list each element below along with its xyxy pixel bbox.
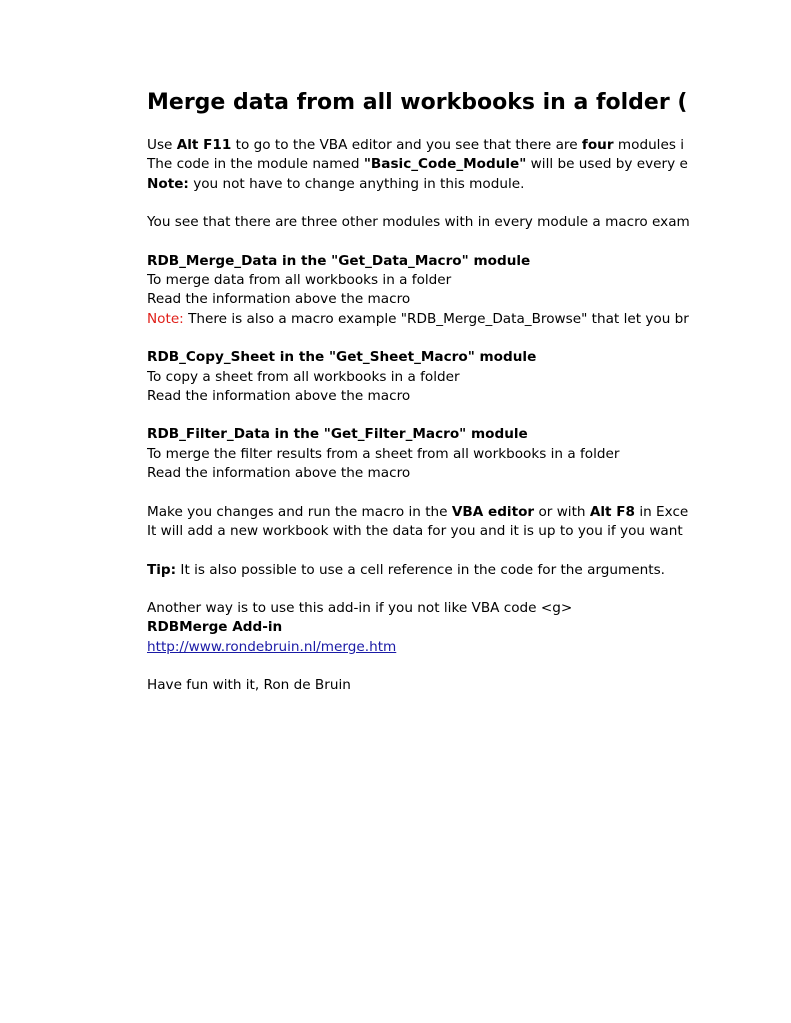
module-name-text: "Basic_Code_Module" bbox=[363, 156, 527, 173]
blank-row bbox=[147, 329, 712, 348]
text: in Exce bbox=[635, 503, 689, 520]
addin-line: Another way is to use this add-in if you not like VBA code <g> bbox=[147, 600, 573, 617]
emphasis-text: four bbox=[581, 137, 614, 153]
text: modules i bbox=[613, 137, 685, 153]
blank-row bbox=[147, 232, 712, 251]
section1-note bbox=[147, 310, 712, 329]
blank-row bbox=[147, 483, 712, 502]
blank-row bbox=[147, 657, 712, 676]
text: you not have to change anything in this module. bbox=[188, 175, 525, 192]
section3-heading: RDB_Filter_Data in the "Get_Filter_Macro" module bbox=[147, 426, 528, 443]
section2-line-2: Read the information above the macro bbox=[147, 387, 411, 404]
text: There is also a macro example "RDB_Merge_Data_Browse" that let you br bbox=[183, 310, 689, 327]
text: Make you changes and run the macro in the bbox=[147, 503, 452, 520]
run-line-1 bbox=[147, 503, 712, 522]
section2-line-1: To copy a sheet from all workbooks in a folder bbox=[147, 368, 460, 385]
text: will be used by every e bbox=[526, 156, 688, 173]
intro-line-3 bbox=[147, 175, 712, 194]
note-label: Note: bbox=[147, 175, 189, 192]
note-label: Note: bbox=[147, 310, 184, 327]
intro-line-1 bbox=[147, 136, 712, 155]
section1-line-2: Read the information above the macro bbox=[147, 291, 411, 308]
emphasis-text: VBA editor bbox=[451, 503, 535, 520]
section1-heading: RDB_Merge_Data in the "Get_Data_Macro" module bbox=[147, 252, 531, 269]
blank-row bbox=[147, 194, 712, 213]
other-modules-line: You see that there are three other modules with in every module a macro exam bbox=[147, 214, 690, 231]
addin-name: RDBMerge Add-in bbox=[147, 619, 283, 636]
shortcut-text: Alt F8 bbox=[589, 503, 636, 520]
spacer bbox=[147, 124, 712, 136]
intro-line-2 bbox=[147, 155, 712, 174]
section1-line-1: To merge data from all workbooks in a folder bbox=[147, 272, 452, 289]
blank-row bbox=[147, 580, 712, 599]
addin-link-row bbox=[147, 638, 712, 657]
tip-line bbox=[147, 561, 712, 580]
page-title: Merge data from all workbooks in a folder ( bbox=[147, 90, 688, 115]
shortcut-text: Alt F11 bbox=[176, 137, 232, 153]
text: It is also possible to use a cell reference in the code for the arguments. bbox=[176, 561, 665, 578]
blank-row bbox=[147, 541, 712, 560]
text: Use bbox=[147, 137, 177, 153]
text: or with bbox=[534, 503, 590, 520]
text: The code in the module named bbox=[147, 156, 364, 173]
section2-heading: RDB_Copy_Sheet in the "Get_Sheet_Macro" module bbox=[147, 349, 537, 366]
tip-label: Tip: bbox=[147, 561, 177, 578]
signoff: Have fun with it, Ron de Bruin bbox=[147, 677, 351, 694]
addin-link[interactable]: http://www.rondebruin.nl/merge.htm bbox=[147, 638, 397, 655]
text: to go to the VBA editor and you see that there are bbox=[231, 137, 582, 153]
document-sheet bbox=[147, 88, 712, 708]
blank-row bbox=[147, 406, 712, 425]
section3-line-2: Read the information above the macro bbox=[147, 465, 411, 482]
run-line-2: It will add a new workbook with the data for you and it is up to you if you want bbox=[147, 522, 683, 539]
section3-line-1: To merge the filter results from a sheet from all workbooks in a folder bbox=[147, 445, 620, 462]
